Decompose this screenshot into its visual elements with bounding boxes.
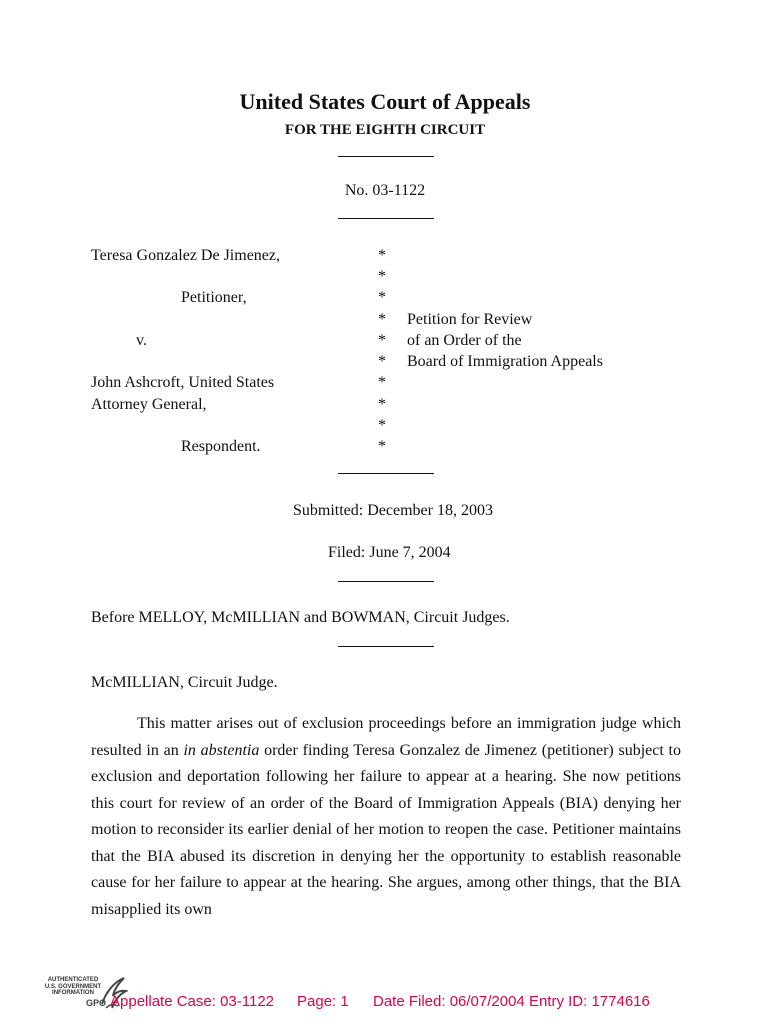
footer-page: Page: 1 <box>297 993 349 1010</box>
versus: v. <box>136 332 147 349</box>
gpo-line: U.S. GOVERNMENT <box>44 983 102 990</box>
divider <box>338 473 434 474</box>
caption-star: * <box>378 396 386 413</box>
caption-star: * <box>378 332 386 349</box>
respondent-name-line1: John Ashcroft, United States <box>91 374 275 391</box>
gpo-line: AUTHENTICATED <box>47 977 99 983</box>
caption-star: * <box>378 247 386 264</box>
petitioner-role: Petitioner, <box>181 289 247 306</box>
gpo-mark: GPO <box>86 998 107 1008</box>
opinion-text-italic: in abstentia <box>183 741 260 759</box>
opinion-text: order finding Teresa Gonzalez de Jimenez (petitioner) subject to exclusion and deportation following her failure to appear at a hearing. She now petitions this court for review of an order of the Board of Immigration Appeals (BIA) denying her motion to reconsider its earlier denial of her motion to reopen the case. Petitioner maintains that the BIA abused its discretion in denying her the opportunity to establish reasonable cause for her failure to appear at the hearing. She argues, among other things, that the BIA misapplied its own <box>91 741 682 918</box>
circuit-name: FOR THE EIGHTH CIRCUIT <box>284 122 486 138</box>
respondent-role: Respondent. <box>181 438 261 455</box>
caption-star: * <box>378 374 386 391</box>
respondent-name-line2: Attorney General, <box>91 396 207 413</box>
caption-star: * <box>378 289 386 306</box>
caption-star: * <box>378 438 386 455</box>
caption-star: * <box>378 311 386 328</box>
petition-line3: Board of Immigration Appeals <box>407 353 603 370</box>
footer-case: Appellate Case: 03-1122 <box>110 993 275 1010</box>
divider <box>338 646 434 647</box>
opinion-text: This matter arises out of exclusion proceedings before an immigration judge which resulted in an <box>91 715 681 759</box>
divider <box>338 156 434 157</box>
caption-star: * <box>378 353 386 370</box>
panel-judges: Before MELLOY, McMILLIAN and BOWMAN, Circuit Judges. <box>91 609 510 626</box>
submitted-date: Submitted: December 18, 2003 <box>293 502 493 519</box>
petitioner-name: Teresa Gonzalez De Jimenez, <box>91 247 280 264</box>
petition-line2: of an Order of the <box>407 332 522 349</box>
divider <box>338 581 434 582</box>
gpo-line: INFORMATION <box>52 990 94 996</box>
court-title: United States Court of Appeals <box>239 89 531 114</box>
caption-star: * <box>378 417 386 434</box>
filed-date: Filed: June 7, 2004 <box>328 544 451 561</box>
caption-star: * <box>378 268 386 285</box>
opinion-author: McMILLIAN, Circuit Judge. <box>91 674 278 691</box>
petition-line1: Petition for Review <box>407 311 533 328</box>
divider <box>338 218 434 219</box>
case-number: No. 03-1122 <box>344 182 426 199</box>
opinion-paragraph <box>91 711 681 923</box>
footer-date-filed: Date Filed: 06/07/2004 Entry ID: 1774616 <box>373 993 650 1010</box>
